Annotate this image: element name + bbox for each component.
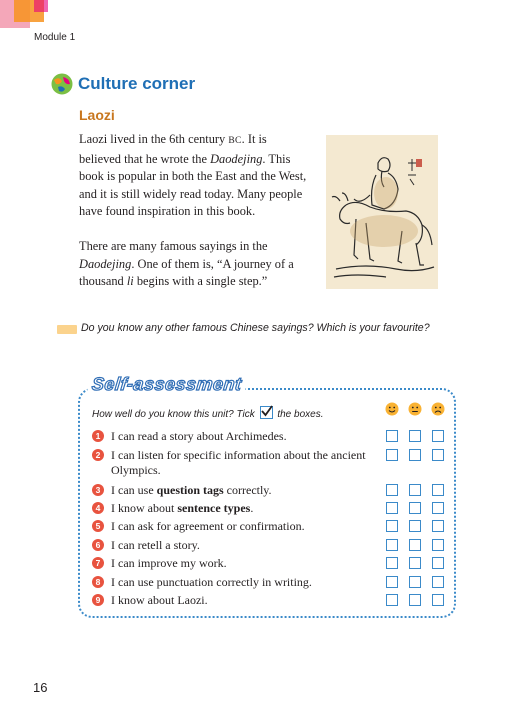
- checkbox-sad[interactable]: [432, 484, 444, 496]
- laozi-illustration: [326, 135, 438, 289]
- checkbox-sad[interactable]: [432, 594, 444, 606]
- checkbox-happy[interactable]: [386, 557, 398, 569]
- checkbox-neutral[interactable]: [409, 430, 421, 442]
- assessment-instruction: How well do you know this unit? Tick the boxes.: [92, 406, 323, 420]
- question-marker: [57, 325, 77, 334]
- checkbox-happy[interactable]: [386, 430, 398, 442]
- checkbox-neutral[interactable]: [409, 484, 421, 496]
- checkbox-neutral[interactable]: [409, 594, 421, 606]
- section-title: Culture corner: [78, 74, 196, 93]
- checkbox-happy[interactable]: [386, 539, 398, 551]
- page-number: 16: [33, 680, 48, 695]
- discussion-question: Do you know any other famous Chinese sayings? Which is your favourite?: [81, 322, 430, 334]
- paragraph-2: There are many famous sayings in the Daodejing. One of them is, “A journey of a thousand li begins with a single step.”: [79, 239, 294, 289]
- sad-face-icon: [431, 402, 445, 416]
- checkbox-sad[interactable]: [432, 557, 444, 569]
- checkbox-sad[interactable]: [432, 539, 444, 551]
- self-assessment-title: Self-assessment: [87, 374, 247, 395]
- checkbox-neutral[interactable]: [409, 502, 421, 514]
- checkbox-happy[interactable]: [386, 520, 398, 532]
- checkbox-neutral[interactable]: [409, 449, 421, 461]
- checkbox-happy[interactable]: [386, 449, 398, 461]
- checkbox-sad[interactable]: [432, 576, 444, 588]
- happy-face-icon: [385, 402, 399, 416]
- checkbox-happy[interactable]: [386, 502, 398, 514]
- checkbox-sad[interactable]: [432, 430, 444, 442]
- tick-icon: [260, 406, 273, 419]
- checkbox-neutral[interactable]: [409, 520, 421, 532]
- checkbox-neutral[interactable]: [409, 539, 421, 551]
- corner-decoration: [34, 0, 48, 12]
- checkbox-neutral[interactable]: [409, 576, 421, 588]
- checkbox-happy[interactable]: [386, 594, 398, 606]
- globe-icon: [50, 72, 74, 96]
- checkbox-sad[interactable]: [432, 449, 444, 461]
- checkbox-sad[interactable]: [432, 502, 444, 514]
- checkbox-neutral[interactable]: [409, 557, 421, 569]
- section-subtitle: Laozi: [79, 107, 115, 123]
- neutral-face-icon: [408, 402, 422, 416]
- paragraph-1: Laozi lived in the 6th century BC. It is believed that he wrote the Daodejing. This book is popular in both the East and the West, and it is still widely read today. Many people have found inspiration in this book.: [79, 132, 307, 219]
- checkbox-sad[interactable]: [432, 520, 444, 532]
- module-label: Module 1: [34, 32, 76, 43]
- checkbox-happy[interactable]: [386, 576, 398, 588]
- checkbox-happy[interactable]: [386, 484, 398, 496]
